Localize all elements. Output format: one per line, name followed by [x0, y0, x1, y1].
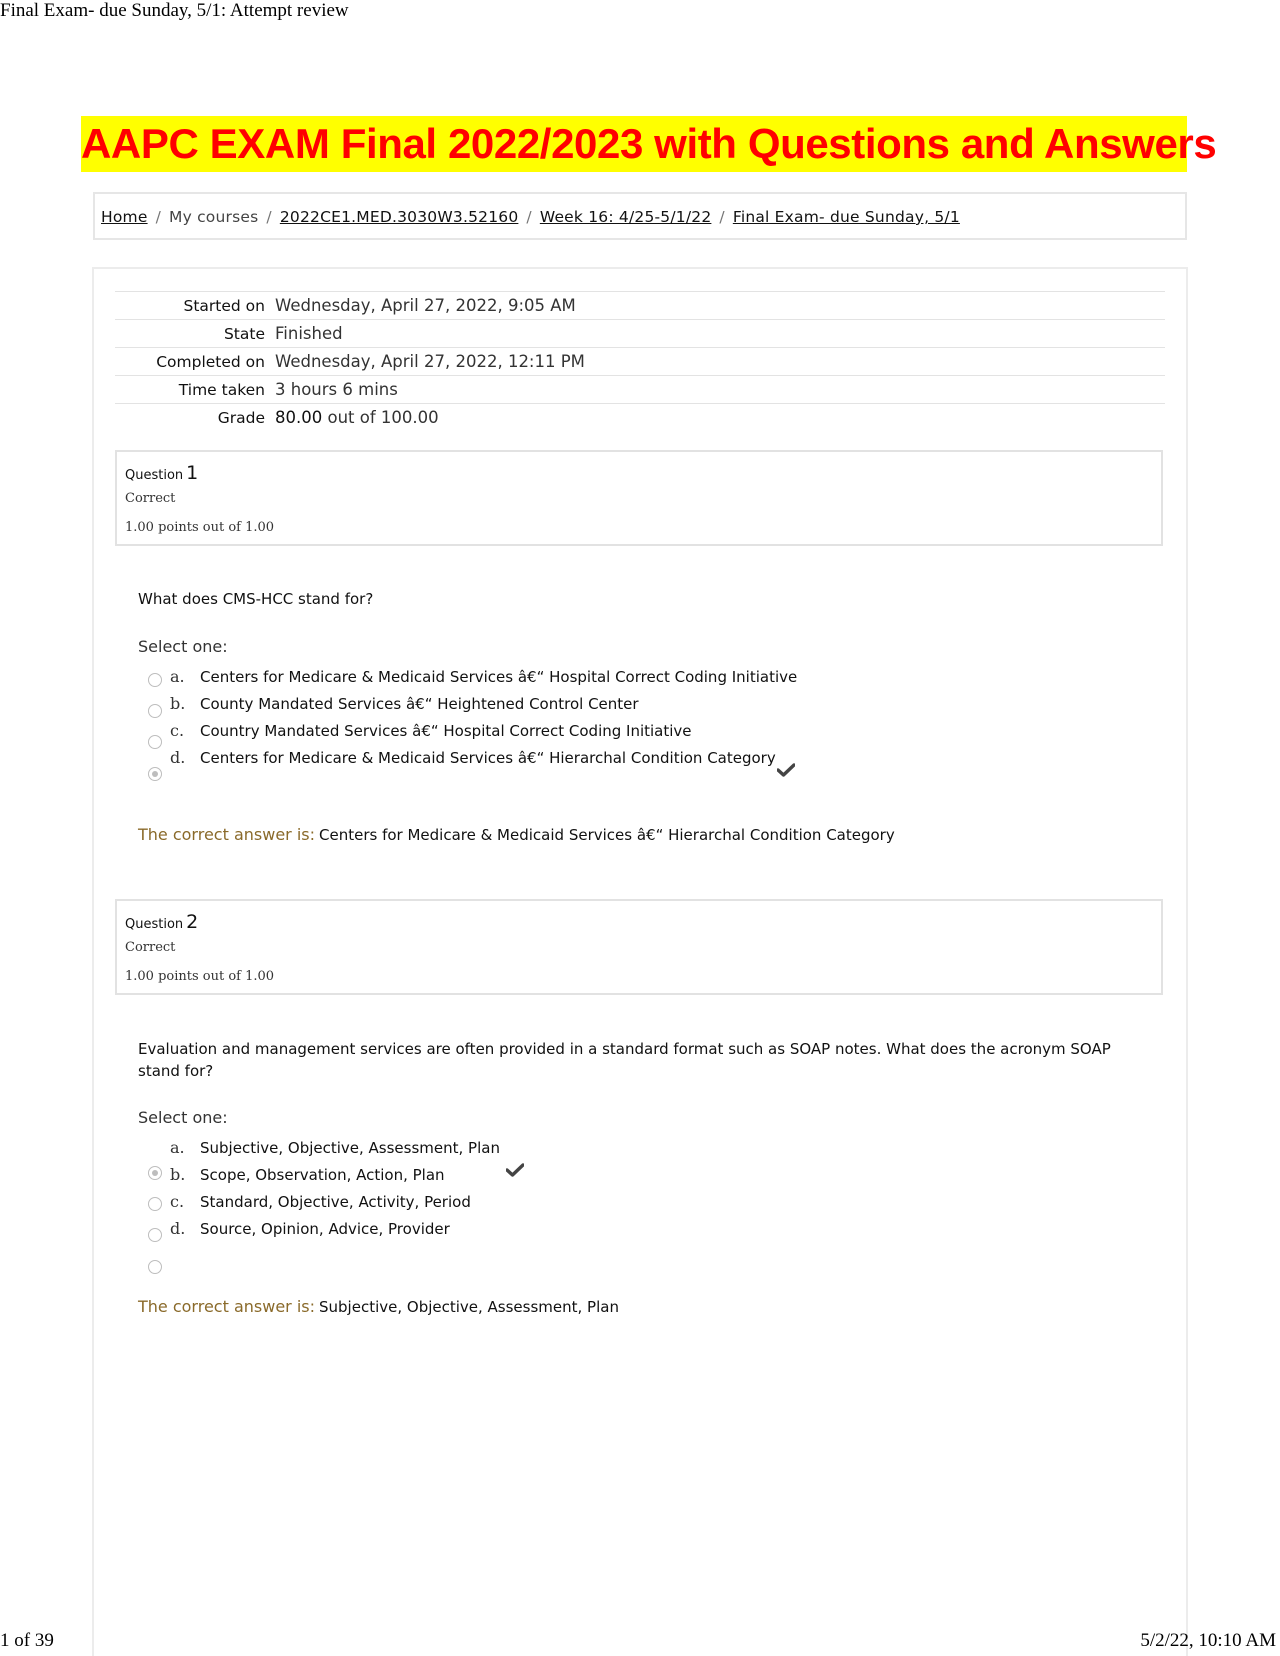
option-text: Scope, Observation, Action, Plan [200, 1166, 445, 1184]
radio-icon[interactable] [148, 1197, 162, 1211]
option-text: Country Mandated Services â€“ Hospital Correct Coding Initiative [200, 722, 692, 740]
summary-row-started [115, 292, 1165, 320]
breadcrumb-quiz-link[interactable]: Final Exam- due Sunday, 5/1 [732, 208, 960, 226]
summary-value: 3 hours 6 mins [275, 380, 398, 399]
title-banner [81, 116, 1217, 172]
option-letter: a. [170, 1138, 185, 1157]
radio-icon[interactable] [148, 1260, 162, 1274]
option-letter: c. [170, 721, 185, 740]
summary-value [271, 404, 1165, 432]
option-letter: a. [170, 667, 185, 686]
print-header-title: Final Exam- due Sunday, 5/1: Attempt review [0, 0, 349, 21]
option-text: County Mandated Services â€“ Heightened Control Center [200, 695, 639, 713]
print-footer-datetime: 5/2/22, 10:10 AM [1140, 1630, 1276, 1651]
summary-label: State [223, 324, 265, 343]
right-answer-text: Subjective, Objective, Assessment, Plan [319, 1298, 619, 1316]
radio-icon[interactable] [148, 673, 162, 687]
question-label: Question [125, 917, 184, 932]
breadcrumb-week-link[interactable]: Week 16: 4/25-5/1/22 [539, 208, 712, 226]
question-text: What does CMS-HCC stand for? [138, 590, 374, 608]
right-answer-lead: The correct answer is: [138, 825, 315, 844]
breadcrumb-course-link[interactable]: 2022CE1.MED.3030W3.52160 [279, 208, 519, 226]
question-grade: 1.00 points out of 1.00 [125, 969, 275, 984]
answer-option [170, 748, 776, 767]
answer-option [170, 1165, 445, 1184]
option-text: Centers for Medicare & Medicaid Services â€“ Hierarchal Condition Category [200, 749, 776, 767]
breadcrumb-separator: / [266, 208, 272, 226]
summary-row-time-taken [115, 376, 1165, 404]
answer-option [170, 1219, 450, 1238]
option-letter: b. [170, 694, 186, 713]
question-number [125, 911, 198, 933]
option-text: Centers for Medicare & Medicaid Services â€“ Hospital Correct Coding Initiative [200, 668, 798, 686]
summary-label: Completed on [156, 352, 265, 371]
check-icon [506, 1163, 524, 1177]
question-info-box [115, 450, 1163, 546]
answer-option [170, 1192, 471, 1211]
question-number-value: 1 [186, 462, 199, 484]
grade-score: 80.00 [275, 408, 323, 428]
attempt-summary-table [115, 291, 1165, 432]
radio-icon-selected[interactable] [148, 1166, 162, 1180]
right-answer-text: Centers for Medicare & Medicaid Services â€“ Hierarchal Condition Category [319, 826, 895, 844]
question-state: Correct [125, 491, 176, 506]
question-number [125, 462, 198, 484]
summary-row-state [115, 320, 1165, 348]
summary-label: Time taken [178, 380, 265, 399]
breadcrumb-my-courses: My courses [169, 208, 259, 226]
option-letter: d. [170, 748, 186, 767]
radio-icon[interactable] [148, 735, 162, 749]
answer-option [170, 721, 692, 740]
radio-icon[interactable] [148, 1228, 162, 1242]
option-text: Subjective, Objective, Assessment, Plan [200, 1139, 500, 1157]
summary-row-completed [115, 348, 1165, 376]
summary-label: Started on [183, 296, 265, 315]
option-letter: b. [170, 1165, 186, 1184]
breadcrumb-home-link[interactable]: Home [101, 208, 148, 226]
right-answer-lead: The correct answer is: [138, 1297, 315, 1316]
breadcrumb-separator: / [155, 208, 162, 226]
breadcrumb-separator: / [526, 208, 532, 226]
answer-option [170, 667, 797, 686]
option-letter: c. [170, 1192, 185, 1211]
summary-value: Wednesday, April 27, 2022, 9:05 AM [275, 296, 576, 315]
right-answer [138, 825, 895, 845]
question-grade: 1.00 points out of 1.00 [125, 520, 275, 535]
option-text: Standard, Objective, Activity, Period [200, 1193, 471, 1211]
breadcrumb-trail [101, 208, 960, 226]
option-text: Source, Opinion, Advice, Provider [200, 1220, 450, 1238]
question-state: Correct [125, 940, 176, 955]
right-answer [138, 1297, 619, 1317]
select-one-prompt: Select one: [138, 1108, 228, 1127]
answer-option [170, 1138, 500, 1157]
summary-label: Grade [217, 408, 265, 427]
question-label: Question [125, 468, 184, 483]
summary-row-grade [115, 404, 1165, 432]
summary-value: Finished [275, 324, 343, 343]
option-letter: d. [170, 1219, 186, 1238]
radio-icon[interactable] [148, 704, 162, 718]
question-number-value: 2 [186, 911, 199, 933]
radio-icon-selected[interactable] [148, 767, 162, 781]
answer-option [170, 694, 639, 713]
question-info-box [115, 899, 1163, 995]
check-icon [777, 763, 795, 777]
breadcrumb-separator: / [719, 208, 725, 226]
print-footer-page: 1 of 39 [0, 1630, 54, 1651]
select-one-prompt: Select one: [138, 637, 228, 656]
summary-value: Wednesday, April 27, 2022, 12:11 PM [275, 352, 585, 371]
banner-title: AAPC EXAM Final 2022/2023 with Questions and Answers [81, 120, 1217, 167]
question-text: Evaluation and management services are often provided in a standard format such as SOAP notes. What does the acronym SOAP stand for? [138, 1040, 1111, 1080]
breadcrumb [93, 192, 1187, 240]
grade-out-of: out of 100.00 [327, 408, 439, 428]
